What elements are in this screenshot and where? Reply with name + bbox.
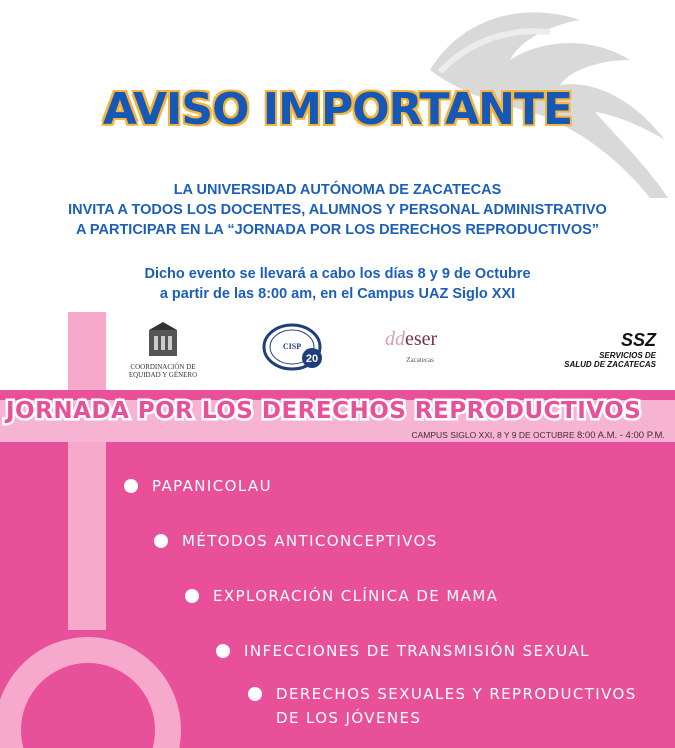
ddeser-name: eser — [405, 328, 438, 350]
jornada-title: JORNADA POR LOS DERECHOS REPRODUCTIVOS — [6, 398, 642, 424]
cisp-number: 20 — [305, 353, 319, 365]
invitation-line: LA UNIVERSIDAD AUTÓNOMA DE ZACATECAS — [173, 182, 502, 198]
campus-dates — [411, 430, 665, 441]
bullet-icon — [216, 644, 230, 658]
uaz-seal-icon — [146, 322, 180, 358]
topic-item — [244, 639, 590, 663]
topic-label: INFECCIONES DE TRANSMISIÓN SEXUAL — [244, 642, 590, 660]
page-title: AVISO IMPORTANTE — [102, 84, 573, 135]
bullet-icon — [124, 479, 138, 493]
campus-location: CAMPUS SIGLO XXI, 8 Y 9 DE OCTUBRE — [411, 430, 575, 440]
ssz-caption-2: SALUD DE ZACATECAS — [564, 360, 656, 369]
topic-label: MÉTODOS ANTICONCEPTIVOS — [182, 532, 438, 550]
bullet-icon — [185, 589, 199, 603]
ssz-mark: SSZ — [620, 330, 656, 350]
event-line: Dicho evento se llevará a cabo los días 8 y 9 de Octubre — [144, 266, 531, 282]
topic-item — [276, 682, 637, 730]
invitation-text — [0, 180, 675, 240]
ssz-logo — [536, 330, 656, 369]
topic-item — [213, 584, 498, 608]
venus-symbol-bar — [68, 312, 106, 390]
ssz-caption-1: SERVICIOS DE — [599, 351, 656, 360]
ddeser-logo — [385, 328, 485, 364]
topic-label: DERECHOS SEXUALES Y REPRODUCTIVOS — [276, 685, 637, 703]
campus-hours: 8:00 A.M. - 4:00 P.M. — [576, 430, 665, 441]
invitation-line: INVITA A TODOS LOS DOCENTES, ALUMNOS Y PERSONAL ADMINISTRATIVO — [68, 202, 607, 218]
event-line: a partir de las 8:00 am, en el Campus UAZ Siglo XXI — [159, 286, 516, 302]
event-details — [0, 264, 675, 304]
uaz-caption-2: EQUIDAD Y GÉNERO — [128, 371, 198, 379]
topic-item — [152, 474, 272, 498]
topic-label: EXPLORACIÓN CLÍNICA DE MAMA — [213, 587, 499, 605]
ddeser-city: Zacatecas — [406, 356, 434, 364]
cisp-logo — [260, 322, 330, 372]
bullet-icon — [154, 534, 168, 548]
ddeser-dd: dd — [385, 328, 405, 350]
uaz-logo — [128, 322, 198, 379]
topic-label: PAPANICOLAU — [152, 477, 272, 495]
cisp-text: CISP — [282, 342, 302, 351]
topic-label-continued: DE LOS JÓVENES — [276, 709, 422, 727]
invitation-line: A PARTICIPAR EN LA “JORNADA POR LOS DERECHOS REPRODUCTIVOS” — [75, 222, 600, 238]
uaz-caption-1: COORDINACIÓN DE — [130, 363, 196, 371]
bullet-icon — [248, 687, 262, 701]
topic-item — [182, 529, 438, 553]
venus-symbol-ring — [0, 560, 200, 748]
